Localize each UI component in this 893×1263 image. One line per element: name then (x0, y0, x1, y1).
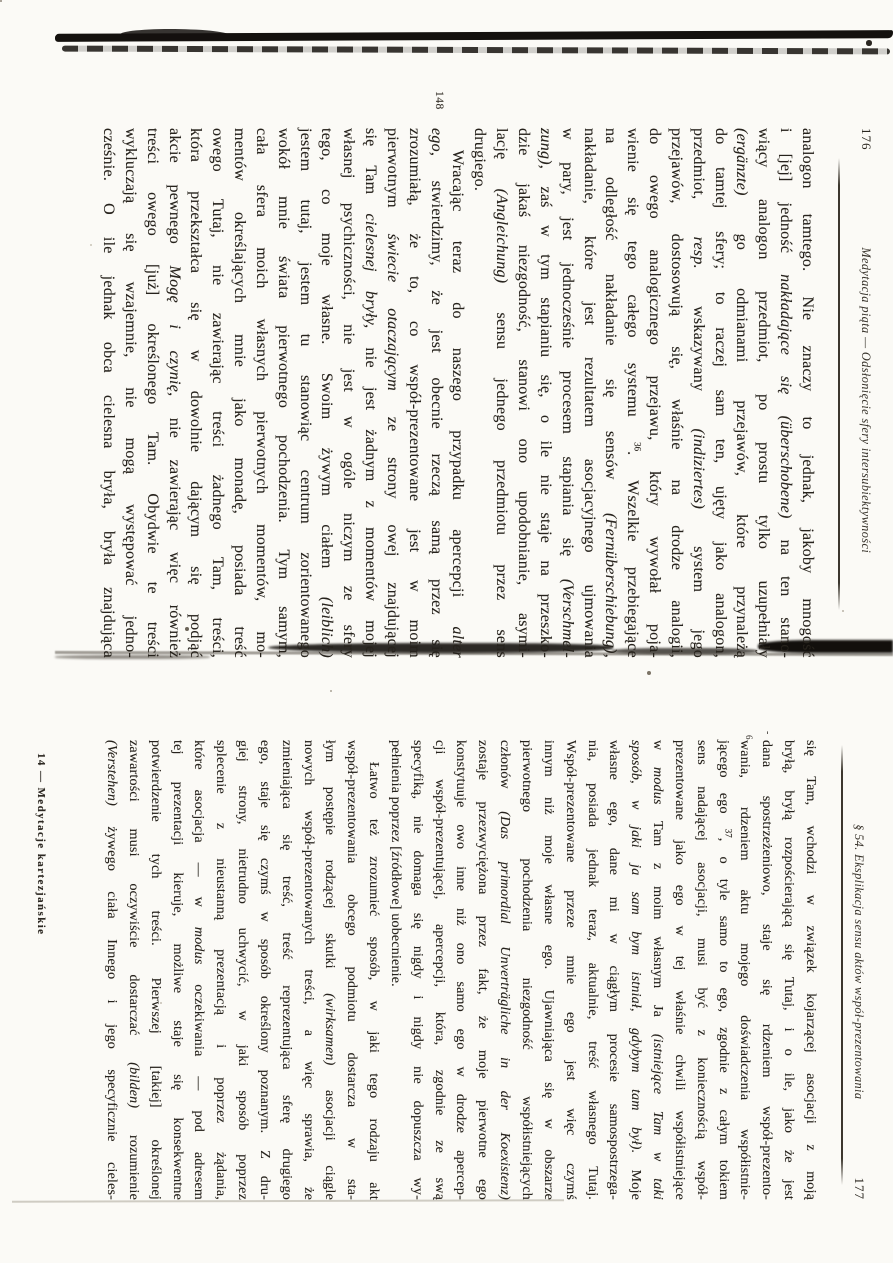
text-line: (ergänzte) go odmianami przejawów, które przynależą (733, 128, 751, 658)
text-line: pierwotnym świecie otaczającym ze strony owej znajdującej (383, 128, 401, 658)
text-line: członów (Das primordial Unverträgliche in der Koexistenz) (497, 740, 513, 1201)
text-line: Łatwo też zrozumieć sposób, w jaki tego rodzaju akt (366, 762, 382, 1200)
text-line: jącego ego $^{37}$, o tyle samo to ego, zgodnie z całym tokiem (715, 740, 734, 1200)
text-line: ego, staje się czymś w sposób określony poznanym. Z dru- (256, 740, 272, 1200)
text-line: pierwotnego pochodzenia niezgodność współistniejących (519, 740, 535, 1200)
text-line: specyfiką, nie domaga się nigdy i nigdy nie dopuszcza wy- (409, 740, 425, 1200)
text-line: dana spostrzeżeniowo, staje się rdzeniem współ-prezento- (759, 740, 775, 1200)
text-line: wykluczają się wzajemnie, nie mogą występować jedno- (121, 128, 139, 658)
text-line: nia, posiada jednak teraz, aktualnie, treść własnego Tutaj. (584, 740, 600, 1200)
text-line: jestem tutaj, jestem tu stanowiąc centrum zorientowanego (296, 128, 314, 658)
text-line: wokół mnie świata pierwotnego pochodzenia. Tym samym, (274, 128, 292, 658)
text-line: i [jej] jedność nakładające się (überschobene) na ten stano- (777, 128, 795, 659)
body-text-page-176 (97, 128, 818, 658)
text-line: do tamtej sfery; to raczej sam ten, ujęty jako analogon, (711, 128, 729, 658)
header-rule (842, 745, 844, 1185)
text-line: giej strony, nietrudno uchwycić, w jaki sposób poprzez (235, 740, 251, 1200)
text-line: zmieniająca się treść, treść reprezentująca sferę drugiego (278, 740, 294, 1200)
text-line: do owego analogicznego przejawu, który wywołał poja- (646, 128, 664, 658)
text-line: potwierdzenie tych treści. Pierwszej [takiej] określonej (147, 740, 163, 1200)
body-text-page-177 (100, 740, 821, 1200)
text-line: tej prezentacji kieruje, możliwe staje się konsekwentne (169, 740, 185, 1200)
text-line: przedmiot, resp. wskazywany (indiziertes) system jego (689, 128, 707, 658)
text-line: sens nadającej asocjacji, musi być z koniecznością współ- (693, 740, 709, 1200)
text-line: wiący analogon przedmiot, po prostu tylko uzupełniały (755, 128, 773, 658)
text-line: nowych współ-prezentowanych treści, a więc sprawia, że (300, 740, 316, 1200)
text-line: w modus Tam z moim własnym Ja (istniejące Tam w taki (650, 740, 666, 1201)
scan-artifact-top-broken-bar (62, 46, 890, 55)
text-line: akcie pewnego Mogę i czynię, nie zawierając więc również (165, 128, 183, 658)
text-line: cześnie. O ile jednak obca cielesna bryła, bryła znajdująca (100, 128, 117, 658)
text-line: drugiego. (471, 128, 489, 192)
text-line: przejawów, dostosowują się, właśnie na drodze analogii, (667, 128, 685, 658)
text-line: sposób, w jaki ja sam bym istniał, gdybym tam był). Moje (628, 740, 644, 1200)
text-line: współ-prezentowania obcego podmiotu dostarcza w sta- (344, 740, 360, 1200)
text-line: cji współ-prezentującej, apercepcji, która, zgodnie ze swą (431, 740, 447, 1200)
text-line: prezentowane jako ego w tej właśnie chwili współistniejące (671, 740, 687, 1200)
text-line: się Tam, wchodzi w związek kojarzącej asocjacji z moją (803, 740, 818, 1200)
text-line: tego, co moje własne. Swoim żywym ciałem (leiblich) (318, 128, 336, 658)
text-line: która przekształca się w dowolnie dającym się podjąć (187, 128, 205, 658)
text-line: owego Tutaj, nie zawierając treści żadnego Tam, treści, (209, 128, 227, 658)
text-line: analogon tamtego. Nie znaczy to jednak, jakoby mnogość (799, 128, 816, 658)
text-line: Współ-prezentowane przeze mnie ego jest więc czymś (562, 740, 578, 1200)
text-line: dzie jakaś niezgodność, stanowi ono upodobnianie, asymi- (515, 128, 533, 658)
page-number: 176 (859, 128, 874, 151)
running-head: Medytacja piąta — Odsłonięcie sfery intersubiektywności (859, 247, 873, 554)
page-176-header (858, 128, 874, 658)
text-line: łym postępie rodzącej skutki (wirksamen) asocjacji ciągle (322, 740, 338, 1200)
text-line: własne ego, dane mi w ciągłym procesie samospostrzega- (606, 740, 622, 1200)
text-line: (Verstehen) żywego ciała Innego i jego specyficznie cieles- (104, 740, 119, 1200)
text-line: wienie się tego całego systemu $^{36}$. Wszelkie przebiegające (624, 128, 643, 658)
text-line: zostaje przezwyciężona przez fakt, że moje pierwotne ego (475, 740, 491, 1200)
scan-artifact-specks (0, 0, 2, 2)
page-177-header (851, 740, 867, 1200)
scan-speck-digit: 6 (744, 735, 754, 740)
text-line: na odległość nakładanie się sensów (Fernüberschiebung), (602, 128, 620, 658)
text-line: zung), zaś w tym stapianiu się, o ile nie staje na przeszko- (536, 128, 554, 658)
text-line: zrozumiałą, że to, co współ-prezentowane jest w moim (405, 128, 423, 658)
text-line: w pary, jest jednocześnie procesem stapiania się (Verschmel- (558, 128, 576, 658)
text-line: własnej psychiczności, nie jest w ogóle niczym ze sfery (340, 128, 358, 658)
text-line: się Tam cielesnej bryły, nie jest żadnym z momentów mojej (362, 128, 380, 658)
text-line: innym niż moje własne ego. Ujawniająca się w obszarze (540, 740, 556, 1200)
text-line: ego, stwierdzimy, że jest obecnie rzeczą samą przez się (427, 128, 445, 658)
page-177 (15, 695, 873, 1215)
text-line: nakładanie, które jest rezultatem asocjacyjnego ujmowania (580, 128, 598, 658)
page-number: 177 (852, 1177, 867, 1200)
text-line: treści owego [już] określonego Tam. Obydwie te treści (143, 128, 161, 658)
page-176 (88, 88, 878, 665)
text-line: które asocjacja — w modus oczekiwania — pod adresem (191, 740, 207, 1200)
text-line: cała sfera moich własnych pierwotnych momentów, mo- (252, 128, 270, 658)
scan-speck-dash: - (762, 731, 773, 735)
text-line: zawartości musi oczywiście dostarczać (bilden) rozumienie (125, 740, 141, 1200)
text-line: pełnienia poprzez [źródłowe] uobecnienie. (387, 740, 403, 987)
text-line: lację (Angleichung) sensu jednego przedmiotu przez sens (493, 128, 511, 658)
text-line: wania, rdzeniem aktu mojego doświadczenia współistnie- (737, 740, 753, 1200)
running-head: § 54. Eksplikacja sensu aktów współ-prezentowania (852, 824, 866, 1100)
text-line: konstytuuje owo inne niż ono samo ego w drodze apercep- (453, 740, 469, 1200)
text-line: bryłą, bryłą rozpościerającą się Tutaj, i o ile, jako że jest (781, 740, 797, 1200)
printer-signature: 14 — Medytacje kartezjańskie (35, 753, 47, 936)
header-rule (839, 158, 841, 610)
text-line: splecenie z nieustanną prezentacją i poprzez żądania, (213, 740, 229, 1200)
text-line: mentów określających mnie jako monadę, posiada treść (231, 128, 249, 658)
text-line: Wracając teraz do naszego przypadku apercepcji alter (449, 150, 467, 658)
margin-note-148: 148 (433, 91, 445, 110)
